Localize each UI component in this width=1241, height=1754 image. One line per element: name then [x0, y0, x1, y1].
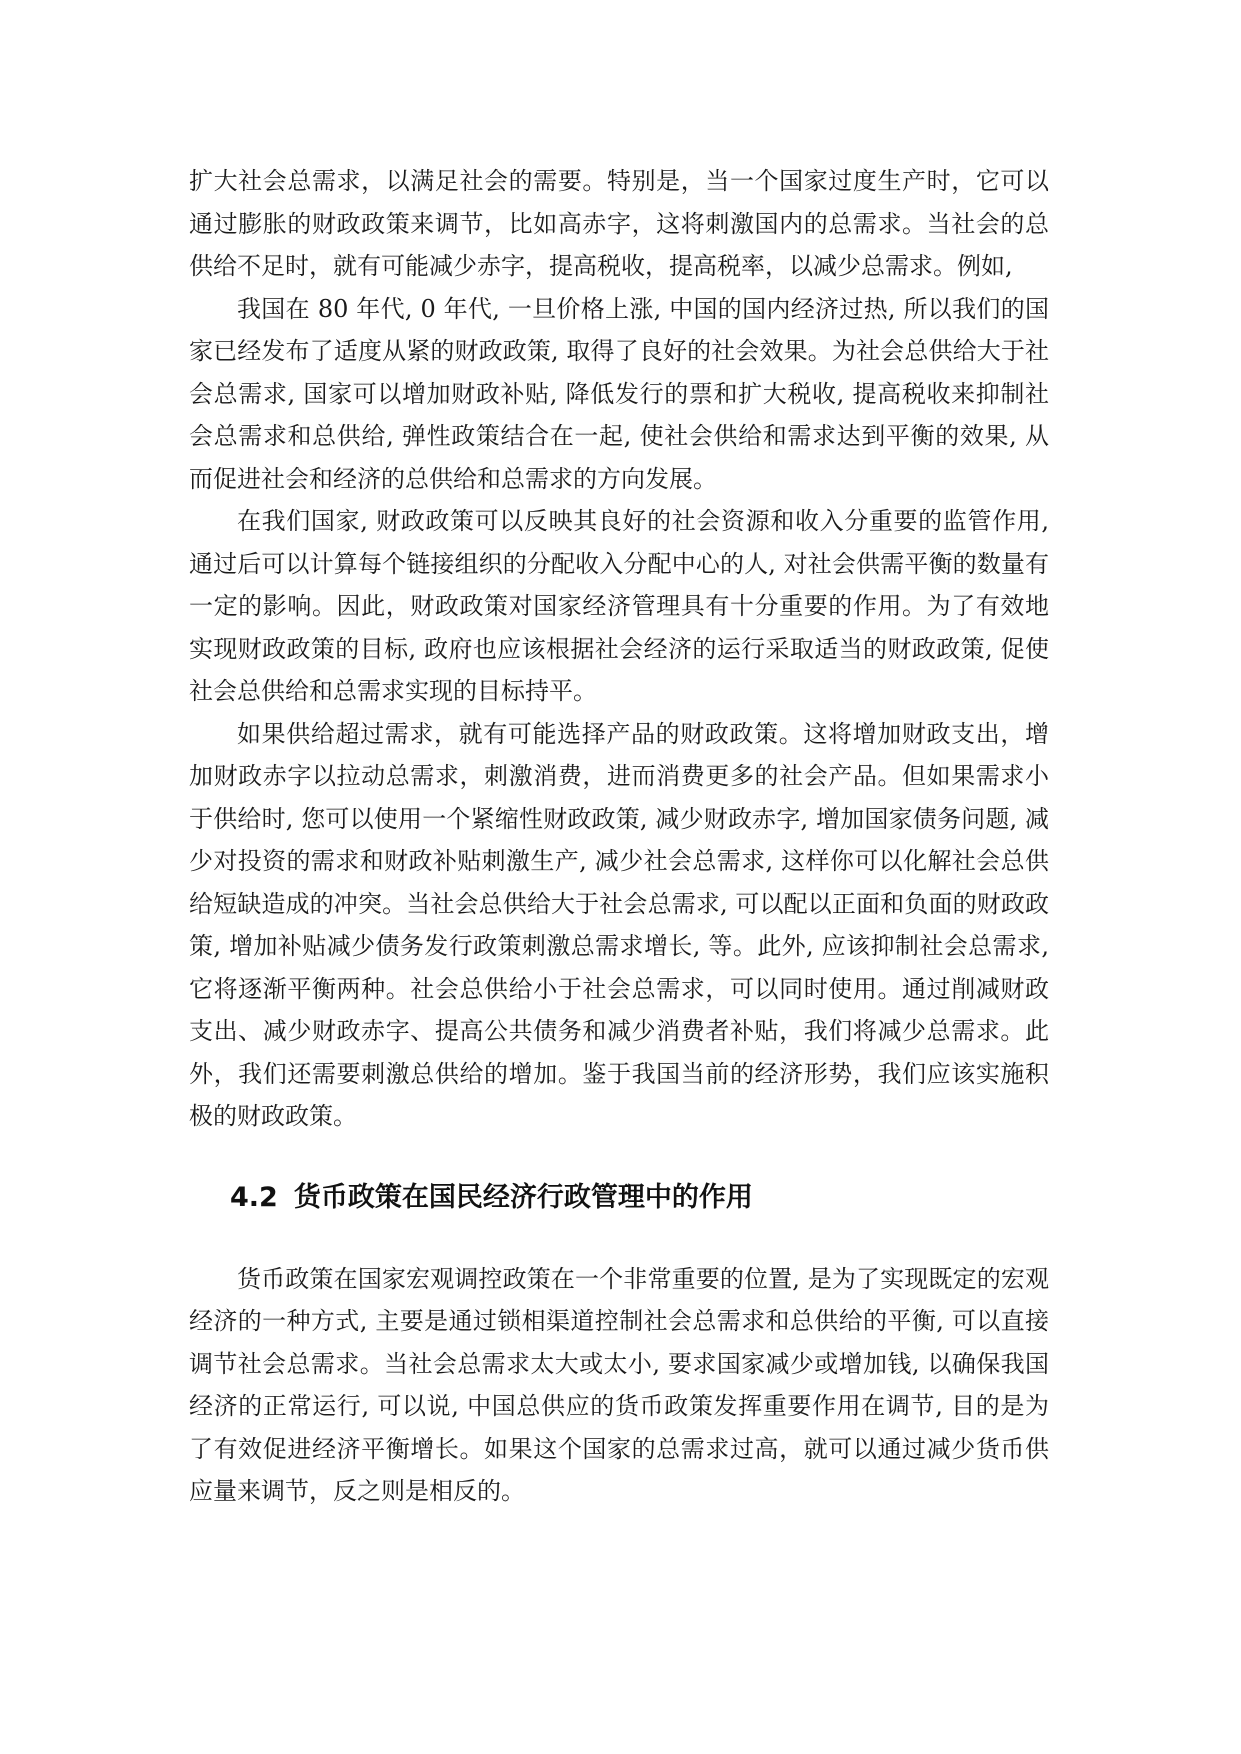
body-paragraph-3: 在我们国家, 财政政策可以反映其良好的社会资源和收入分重要的监管作用, 通过后可以计算每个链接组织的分配收入分配中心的人, 对社会供需平衡的数量有一定的影响。因此，财政政策对国家经济管理具有十分重要的作用。为了有效地实现财政政策的目标, 政府也应该根据社会经济的运行采取适当的财政政策, 促使社会总供给和总需求实现的目标持平。 — [189, 507, 1049, 705]
body-paragraph-4: 如果供给超过需求，就有可能选择产品的财政政策。这将增加财政支出，增加财政赤字以拉动总需求，刺激消费，进而消费更多的社会产品。但如果需求小于供给时, 您可以使用一个紧缩性财政政策, 减少财政赤字, 增加国家债务问题, 减少对投资的需求和财政补贴刺激生产, 减少社会总需求, 这样你可以化解社会总供给短缺造成的冲突。当社会总供给大于社会总需求, 可以配以正面和负面的财政政策, 增加补贴减少债务发行政策刺激总需求增长, 等。此外, 应该抑制社会总需求, 它将逐渐平衡两种。社会总供给小于社会总需求，可以同时使用。通过削减财政支出、减少财政赤字、提高公共债务和减少消费者补贴，我们将减少总需求。此外，我们还需要刺激总供给的增加。鉴于我国当前的经济形势，我们应该实施积极的财政政策。 — [189, 719, 1049, 1130]
section-title: 货币政策在国民经济行政管理中的作用 — [293, 1181, 753, 1213]
section-heading — [230, 1178, 1049, 1218]
section-number: 4.2 — [230, 1181, 278, 1213]
page-content — [189, 160, 1049, 1513]
body-paragraph-5: 货币政策在国家宏观调控政策在一个非常重要的位置, 是为了实现既定的宏观经济的一种方式, 主要是通过锁相渠道控制社会总需求和总供给的平衡, 可以直接调节社会总需求。当社会总需求太大或太小, 要求国家减少或增加钱, 以确保我国经济的正常运行, 可以说, 中国总供应的货币政策发挥重要作用在调节, 目的是为了有效促进经济平衡增长。如果这个国家的总需求过高，就可以通过减少货币供应量来调节，反之则是相反的。 — [189, 1264, 1049, 1505]
body-paragraph-2: 我国在 80 年代, 0 年代, 一旦价格上涨, 中国的国内经济过热, 所以我们的国家已经发布了适度从紧的财政政策, 取得了良好的社会效果。为社会总供给大于社会总需求, 国家可以增加财政补贴, 降低发行的票和扩大税收, 提高税收来抑制社会总需求和总供给, 弹性政策结合在一起, 使社会供给和需求达到平衡的效果, 从而促进社会和经济的总供给和总需求的方向发展。 — [189, 294, 1049, 493]
body-paragraph-1: 扩大社会总需求，以满足社会的需要。特别是，当一个国家过度生产时，它可以通过膨胀的财政政策来调节，比如高赤字，这将刺激国内的总需求。当社会的总供给不足时，就有可能减少赤字，提高税收，提高税率，以减少总需求。例如, — [189, 167, 1049, 280]
